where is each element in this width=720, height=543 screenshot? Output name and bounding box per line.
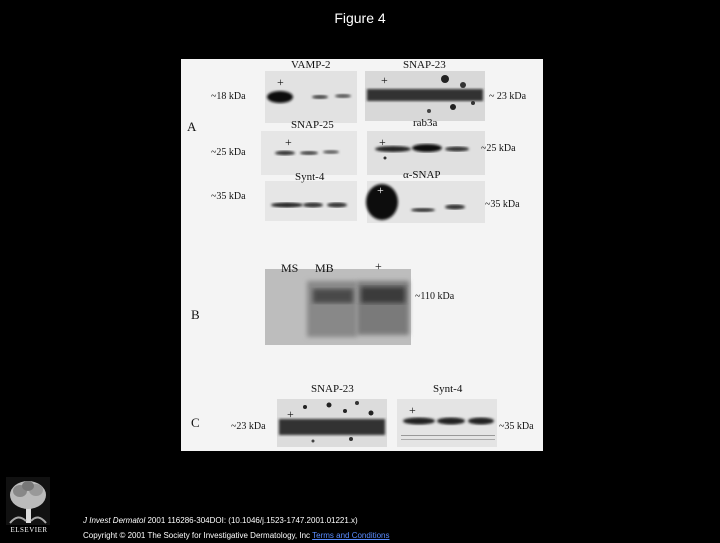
snap23-label: SNAP-23 (403, 59, 446, 71)
snap23-plus-marker: + (381, 73, 388, 87)
copyright-line (83, 528, 390, 543)
vamp2-plus-marker: + (277, 75, 284, 89)
panel-c-synt4-label: Synt-4 (433, 383, 463, 395)
panel-c-synt4-plus-marker: + (409, 403, 416, 417)
elsevier-tree-logo (6, 477, 50, 533)
journal-name: J Invest Dermatol (83, 516, 146, 525)
panel-c-snap23-kda-label: ~23 kDa (231, 421, 266, 432)
citation-block (83, 513, 390, 543)
vamp2-label: VAMP-2 (291, 59, 331, 71)
panel-b-plus-marker: + (375, 259, 382, 273)
snap25-kda-label: ~25 kDa (211, 147, 246, 158)
citation-details: 2001 116286-304DOI: (10.1046/j.1523-1747.2001.01221.x) (145, 516, 358, 525)
copyright-text: Copyright © 2001 The Society for Investigative Dermatology, Inc (83, 531, 311, 540)
alpha-snap-plus-marker: + (377, 183, 384, 197)
citation-line (83, 513, 390, 528)
western-blot-figure (181, 59, 543, 451)
snap23-kda-label: ~ 23 kDa (489, 91, 527, 102)
blot-image (181, 59, 543, 451)
alpha-snap-kda-label: ~35 kDa (485, 199, 520, 210)
slide-title: Figure 4 (334, 10, 386, 26)
rab3a-kda-label: ~25 kDa (481, 143, 516, 154)
panel-b-label: B (191, 307, 200, 322)
elsevier-wordmark: ELSEVIER (10, 526, 48, 534)
panel-a-label: A (187, 119, 197, 134)
synt4-label: Synt-4 (295, 171, 325, 183)
panel-c-snap23-plus-marker: + (287, 407, 294, 421)
lane-mb-label: MB (315, 261, 334, 275)
terms-link[interactable]: Terms and Conditions (312, 531, 390, 540)
panel-b-kda-label: ~110 kDa (415, 291, 455, 302)
panel-c-snap23-label: SNAP-23 (311, 383, 354, 395)
rab3a-label: rab3a (413, 117, 438, 129)
panel-c-synt4-kda-label: ~35 kDa (499, 421, 534, 432)
synt4-kda-label: ~35 kDa (211, 191, 246, 202)
alpha-snap-label: α-SNAP (403, 169, 441, 181)
snap25-plus-marker: + (285, 135, 292, 149)
vamp2-kda-label: ~18 kDa (211, 91, 246, 102)
lane-ms-label: MS (281, 261, 299, 275)
rab3a-plus-marker: + (379, 135, 386, 149)
snap25-label: SNAP-25 (291, 119, 334, 131)
panel-c-label: C (191, 415, 200, 430)
